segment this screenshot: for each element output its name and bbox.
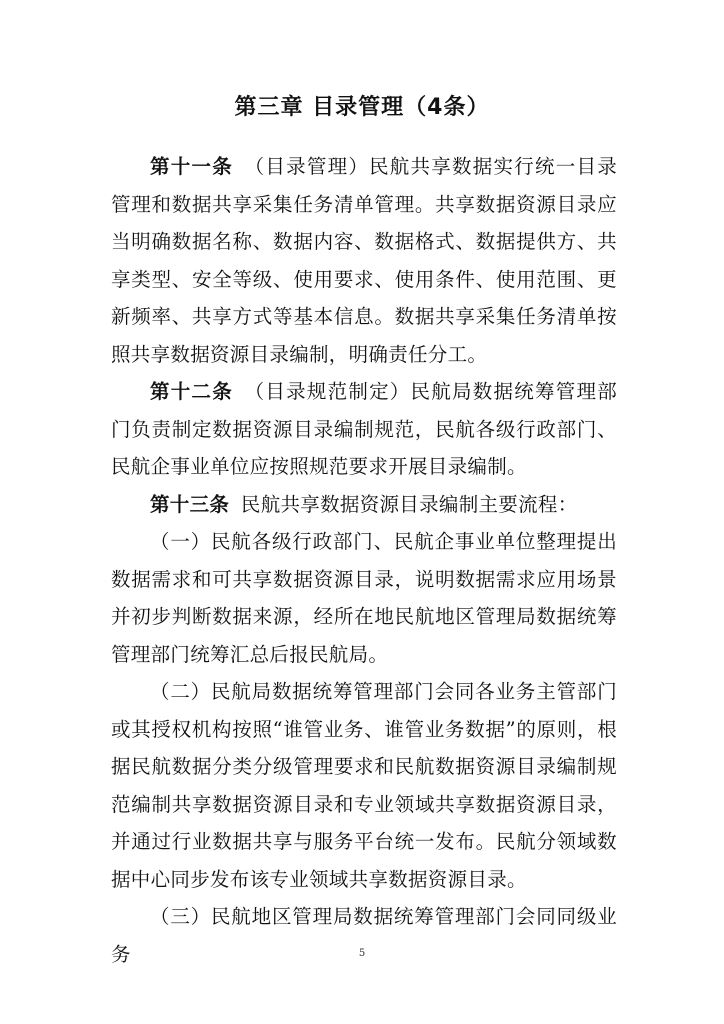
- article-label: 第十二条: [150, 380, 233, 403]
- list-paragraph: [111, 898, 617, 973]
- list-text: （一）民航各级行政部门、民航企事业单位整理提出数据需求和可共享数据资源目录，说明数据需求应用场景并初步判断数据来源，经所在地民航地区管理局数据统筹管理部门统筹汇总后报民航局。: [111, 530, 617, 666]
- document-body: [111, 148, 617, 973]
- article-paragraph: [111, 148, 617, 373]
- article-paragraph: [111, 373, 617, 486]
- list-text: （三）民航地区管理局数据统筹管理部门会同同级业务: [111, 905, 617, 966]
- list-paragraph: [111, 673, 617, 898]
- page-number: 5: [358, 948, 366, 959]
- article-paragraph: [111, 486, 617, 524]
- article-text: （目录规范制定）民航局数据统筹管理部门负责制定数据资源目录编制规范，民航各级行政部门、民航企事业单位应按照规范要求开展目录编制。: [111, 380, 617, 478]
- article-text: （目录管理）民航共享数据实行统一目录管理和数据共享采集任务清单管理。共享数据资源目录应当明确数据名称、数据内容、数据格式、数据提供方、共享类型、安全等级、使用要求、使用条件、使用范围、更新频率、共享方式等基本信息。数据共享采集任务清单按照共享数据资源目录编制，明确责任分工。: [111, 155, 617, 366]
- chapter-title: 第三章 目录管理（4条）: [234, 95, 490, 120]
- list-paragraph: [111, 523, 617, 673]
- article-label: 第十三条: [150, 492, 230, 516]
- article-text: 民航共享数据资源目录编制主要流程：: [240, 492, 578, 516]
- list-text: （二）民航局数据统筹管理部门会同各业务主管部门或其授权机构按照“谁管业务、谁管业务数据”的原则，根据民航数据分类分级管理要求和民航数据资源目录编制规范编制共享数据资源目录和专业领域共享数据资源目录，并通过行业数据共享与服务平台统一发布。民航分领域数据中心同步发布该专业领域共享数据资源目录。: [111, 680, 617, 891]
- article-label: 第十一条: [150, 155, 233, 178]
